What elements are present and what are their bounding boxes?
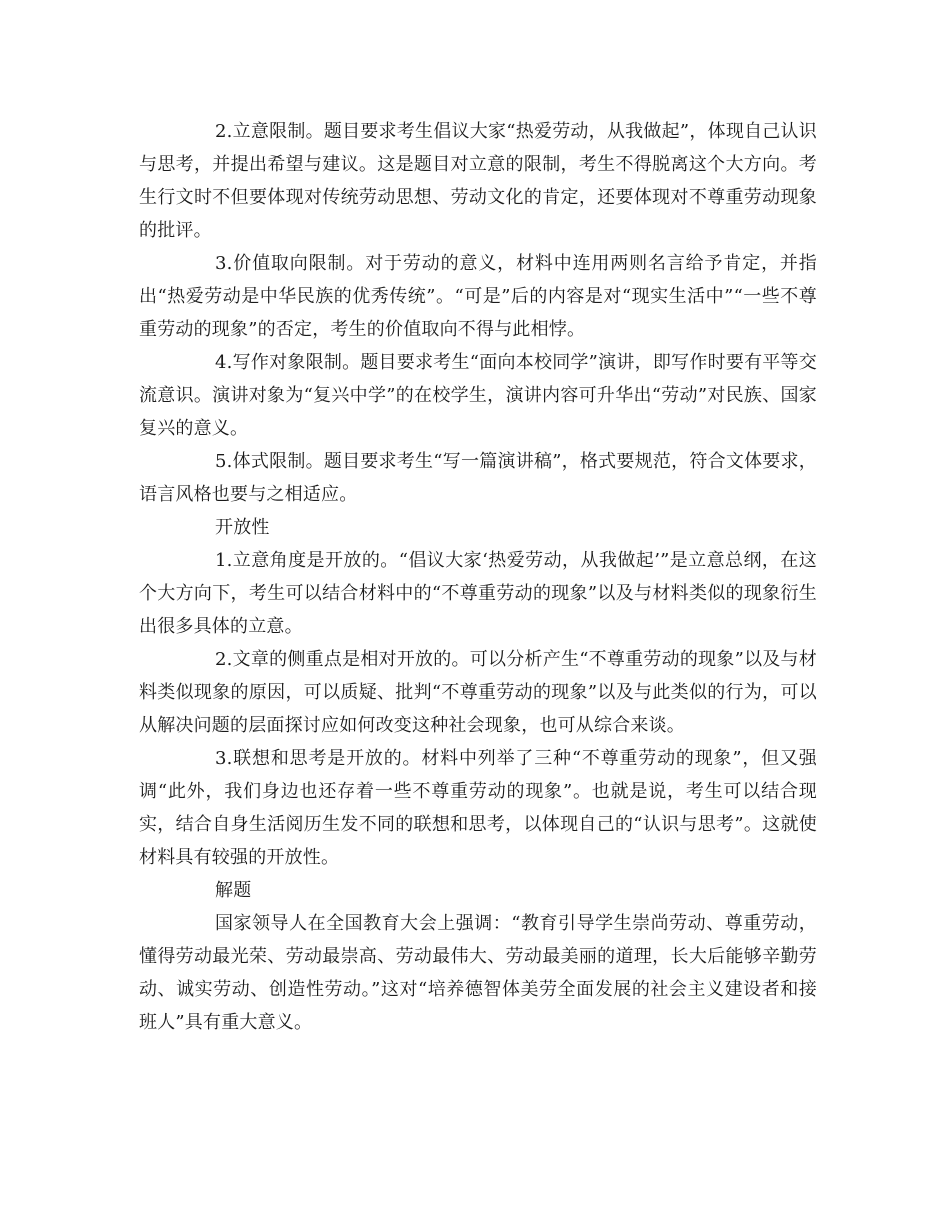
- paragraph-audience-limit: 4.写作对象限制。题目要求考生“面向本校同学”演讲，即写作时要有平等交流意识。演讲对象为“复兴中学”的在校学生，演讲内容可升华出“劳动”对民族、国家复兴的意义。: [139, 352, 817, 439]
- section-heading-analysis: 解题: [215, 880, 252, 901]
- paragraph-value-orientation-limit: 3.价值取向限制。对于劳动的意义，材料中连用两则名言给予肯定，并指出“热爱劳动是中华民族的优秀传统”。“可是”后的内容是对“现实生活中”“一些不尊重劳动的现象”的否定，考生的价值取向不得与此相悖。: [139, 253, 817, 340]
- paragraph-standpoint-limit: 2.立意限制。题目要求考生倡议大家“热爱劳动，从我做起”，体现自己认识与思考，并提出希望与建议。这是题目对立意的限制，考生不得脱离这个大方向。考生行文时不但要体现对传统劳动思想、劳动文化的肯定，还要体现对不尊重劳动现象的批评。: [139, 121, 817, 241]
- section-heading-openness: 开放性: [215, 517, 270, 538]
- paragraph-analysis-body: 国家领导人在全国教育大会上强调：“教育引导学生崇尚劳动、尊重劳动，懂得劳动最光荣、劳动最崇高、劳动最伟大、劳动最美丽的道理，长大后能够辛勤劳动、诚实劳动、创造性劳动。”这对“培养德智体美劳全面发展的社会主义建设者和接班人”具有重大意义。: [139, 913, 817, 1033]
- paragraph-open-focus: 2.文章的侧重点是相对开放的。可以分析产生“不尊重劳动的现象”以及与材料类似现象的原因，可以质疑、批判“不尊重劳动的现象”以及与此类似的行为，可以从解决问题的层面探讨应如何改变这种社会现象，也可从综合来谈。: [139, 649, 817, 736]
- paragraph-open-thinking: 3.联想和思考是开放的。材料中列举了三种“不尊重劳动的现象”，但又强调“此外，我们身边也还存着一些不尊重劳动的现象”。也就是说，考生可以结合现实，结合自身生活阅历生发不同的联想和思考，以体现自己的“认识与思考”。这就使材料具有较强的开放性。: [139, 748, 817, 868]
- paragraph-genre-limit: 5.体式限制。题目要求考生“写一篇演讲稿”，格式要规范，符合文体要求，语言风格也要与之相适应。: [139, 451, 817, 505]
- paragraph-open-angle: 1.立意角度是开放的。“倡议大家‘热爱劳动，从我做起’”是立意总纲，在这个大方向下，考生可以结合材料中的“不尊重劳动的现象”以及与材料类似的现象衍生出很多具体的立意。: [139, 550, 817, 637]
- document-page: [139, 115, 817, 1039]
